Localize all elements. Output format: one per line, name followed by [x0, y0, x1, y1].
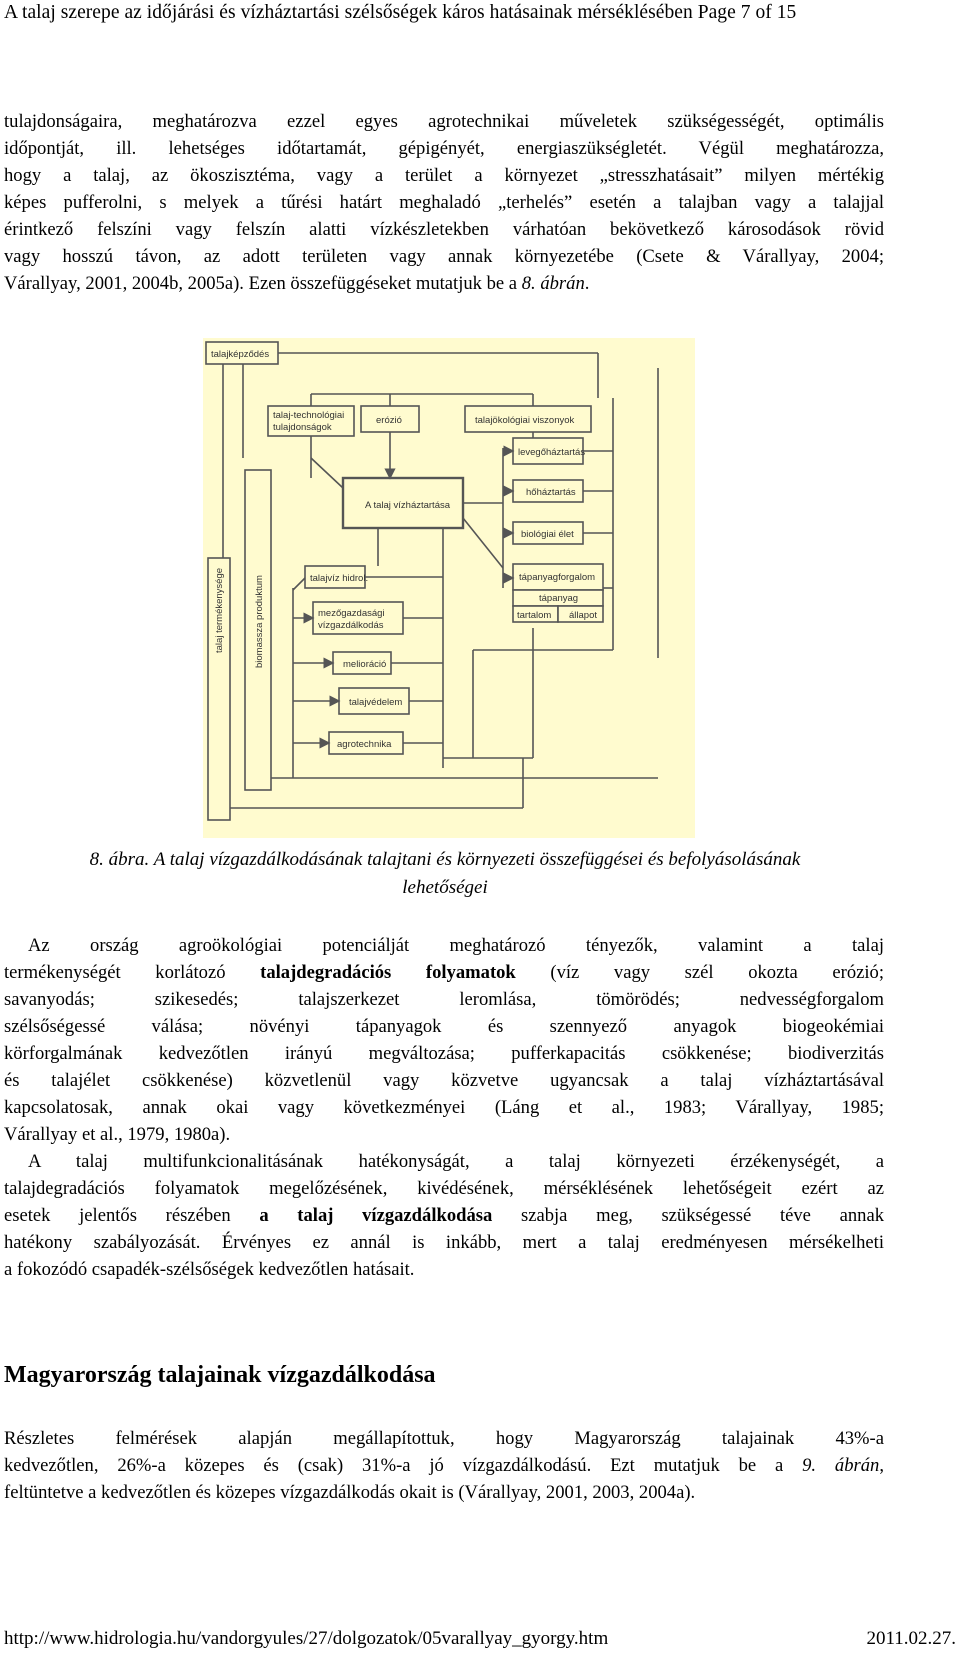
label-mezogazdasagi: mezőgazdasági: [318, 608, 385, 619]
text-line: Az ország agroökológiai potenciálját meghatározó tényezők, valamint a talaj: [28, 935, 884, 956]
label-vizgazdalkodas: vízgazdálkodás: [318, 620, 384, 631]
caption-text: A talaj vízgazdálkodásának talajtani és környezeti összefüggései és befolyásolásának: [149, 849, 801, 870]
text-span: kedvezőtlen, 26%-a közepes és (csak) 31%-a jó vízgazdálkodású. Ezt mutatjuk be a: [4, 1455, 803, 1476]
text-line: időpontját, ill. lehetséges időtartamát, gépigényét, energiaszükségletét. Végül meghatározza,: [4, 138, 884, 159]
text-line: Részletes felmérések alapján megállapítottuk, hogy Magyarország talajainak 43%-a: [4, 1428, 884, 1449]
label-allapot: állapot: [569, 610, 597, 621]
footer-url[interactable]: http://www.hidrologia.hu/vandorgyules/27/dolgozatok/05varallyay_gyorgy.htm: [4, 1628, 609, 1649]
text-line: körforgalmának kedvezőtlen irányú megváltozása; pufferkapacitás csökkenése; biodiverzitás: [4, 1043, 884, 1064]
label-biomassza: biomassza produktum: [254, 575, 265, 668]
punctuation: ,: [879, 1455, 884, 1476]
text-line: Várallyay et al., 1979, 1980a).: [4, 1124, 231, 1145]
text-line: képes pufferolni, s melyek a tűrési határt meghaladó „terhelés” esetén a talajban vagy a talajjal: [4, 192, 884, 213]
label-talajvedelem: talajvédelem: [349, 697, 403, 708]
text-span: (víz vagy szél okozta erózió;: [515, 962, 884, 983]
text-line: [4, 959, 884, 986]
text-line: a fokozódó csapadék-szélsőségek kedvezőtlen hatásait.: [4, 1259, 415, 1280]
figure-reference: 8. ábrán: [521, 273, 585, 294]
label-talajviz: talajvíz hidrol.: [310, 573, 369, 584]
figure-reference: 9. ábrán: [802, 1455, 880, 1476]
text-line: savanyodás; szikesedés; talajszerkezet leromlása, tömörödés; nedvességforgalom: [4, 989, 884, 1010]
text-line: szélsőségessé válása; növényi tápanyagok és szennyező anyagok biogeokémiai: [4, 1016, 884, 1037]
text-line: [4, 1452, 884, 1479]
label-tulajdonsagok: tulajdonságok: [273, 422, 332, 433]
text-line: érintkező felszíni vagy felszín alatti vízkészletekben várhatóan bekövetkező károsodások rövid: [4, 219, 884, 240]
footer-date: 2011.02.27.: [866, 1628, 956, 1649]
label-okologiai: talajökológiai viszonyok: [475, 415, 575, 426]
label-tapanyagforgalom: tápanyagforgalom: [519, 572, 596, 583]
label-erozio: erózió: [376, 415, 402, 426]
paragraph-1: [0, 108, 890, 308]
text-line: Várallyay, 2001, 2004b, 2005a). Ezen összefüggéseket mutatjuk be a: [4, 273, 522, 294]
label-ho: hőháztartás: [526, 487, 576, 498]
text-span: termékenységét korlátozó: [4, 962, 261, 983]
caption-text-line2: lehetőségei: [402, 877, 488, 898]
figure-caption: [0, 846, 890, 902]
label-talajkepzodes: talajképződés: [211, 349, 270, 360]
label-tartalom: tartalom: [517, 610, 552, 621]
diagram-figure: [203, 338, 695, 838]
text-line: vagy hosszú távon, az adott területen vagy annak környezetébe (Csete & Várallyay, 2004;: [4, 246, 884, 267]
page-header: A talaj szerepe az időjárási és vízháztartási szélsőségek káros hatásainak mérséklésében Page 7 of 15: [4, 2, 797, 23]
section-heading: Magyarország talajainak vízgazdálkodása: [4, 1362, 436, 1388]
label-biologiai: biológiai élet: [521, 529, 574, 540]
label-technologiai: talaj-technológiai: [273, 410, 345, 421]
caption-label: 8. ábra.: [89, 849, 150, 870]
paragraph-3: [0, 1148, 890, 1318]
label-vizhaztartas: A talaj vízháztartása: [365, 500, 451, 511]
text-line: feltüntetve a kedvezőtlen és közepes vízgazdálkodás okait is (Várallyay, 2001, 2003, 2004a).: [4, 1482, 696, 1503]
text-line: hatékony szabályozását. Érvényes ez annál is inkább, mert a talaj eredményesen mérsékelheti: [4, 1232, 884, 1253]
text-line: A talaj multifunkcionalitásának hatékonyságát, a talaj környezeti érzékenységét, a: [28, 1151, 884, 1172]
punctuation: .: [584, 273, 590, 294]
text-line: tulajdonságaira, meghatározva ezzel egyes agrotechnikai műveletek szükségességét, optimális: [4, 111, 884, 132]
text-line: [4, 1202, 884, 1229]
diagram-svg: [203, 338, 695, 838]
bold-term: a talaj vízgazdálkodása: [259, 1205, 493, 1226]
label-termekenyseg: talaj termékenysége: [214, 567, 225, 653]
text-span: esetek jelentős részében: [4, 1205, 260, 1226]
label-agrotechnika: agrotechnika: [337, 739, 392, 750]
bold-term: talajdegradációs folyamatok: [260, 962, 516, 983]
text-line: és talajélet csökkenése) közvetlenül vagy közvetve ugyancsak a talaj vízháztartásával: [4, 1070, 884, 1091]
text-line: kapcsolatosak, annak okai vagy következményei (Láng et al., 1983; Várallyay, 1985;: [4, 1097, 884, 1118]
text-line: talajdegradációs folyamatok megelőzésének, kivédésének, mérséklésének lehetőségeit ezért az: [4, 1178, 884, 1199]
text-line: hogy a talaj, az ökoszisztéma, vagy a terület a környezet „stresszhatásait” milyen mértékig: [4, 165, 884, 186]
label-tapanyag: tápanyag: [539, 593, 579, 604]
paragraph-2: [0, 932, 890, 1162]
text-span: szabja meg, szükségessé téve annak: [492, 1205, 884, 1226]
page-footer: [4, 1628, 956, 1650]
paragraph-4: [0, 1425, 890, 1525]
label-melioracio: melioráció: [343, 659, 387, 670]
label-levego: levegőháztartás: [518, 447, 586, 458]
